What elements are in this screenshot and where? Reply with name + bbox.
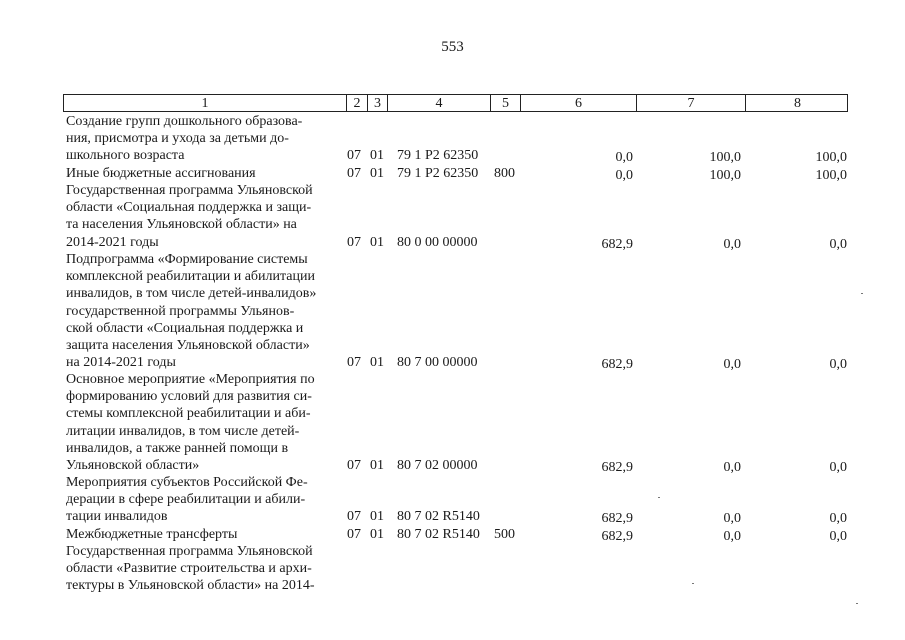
row-cell-rz: 07 [347,458,361,473]
header-col-7: 7 [637,95,746,111]
row-cell-v6: 682,9 [601,529,633,544]
row-cell-v8: 0,0 [829,511,847,527]
row-cell-v7: 100,0 [709,150,741,166]
row-cell-v8: 0,0 [829,460,847,475]
row-description-line: литации инвалидов, в том числе детей- [66,423,300,439]
row-cell-csr: 79 1 P2 62350 [397,166,479,181]
header-col-6: 6 [521,95,637,111]
row-cell-v8: 100,0 [815,168,847,183]
row-cell-vr: 500 [494,527,515,542]
row-cell-pr: 01 [370,527,384,542]
row-cell-pr: 01 [370,234,384,250]
row-description-line: та населения Ульяновской области» на [66,217,297,233]
scan-speck [861,293,863,294]
page-number: 553 [441,39,464,55]
row-description-line: Создание групп дошкольного образова- [66,114,303,129]
row-cell-pr: 01 [370,355,384,371]
row-description-line: формированию условий для развития си- [66,389,312,405]
row-description-line: школьного возраста [66,148,185,164]
row-cell-csr: 80 7 02 R5140 [397,527,480,542]
table-header-row [63,94,848,112]
row-description-line: ской области «Социальная поддержка и [66,320,304,336]
row-cell-rz: 07 [347,148,361,164]
row-description-line: комплексной реабилитации и абилитации [66,269,315,285]
scan-speck [692,583,694,584]
row-description-line: Государственная программа Ульяновской [66,183,313,198]
row-cell-v6: 0,0 [615,150,633,166]
row-cell-v7: 0,0 [723,511,741,527]
row-cell-csr: 80 0 00 00000 [397,234,478,250]
row-description-line: области «Социальная поддержка и защи- [66,200,312,216]
row-description-line: тектуры в Ульяновской области» на 2014- [66,578,315,594]
row-description-line: Мероприятия субъектов Российской Фе- [66,475,308,490]
row-description-line: 2014-2021 годы [66,234,159,250]
row-cell-v7: 0,0 [723,460,741,475]
row-description-line: ния, присмотра и ухода за детьми до- [66,131,289,147]
row-cell-v7: 0,0 [723,357,741,373]
row-cell-pr: 01 [370,166,384,181]
row-cell-csr: 80 7 02 00000 [397,458,478,473]
row-cell-v7: 0,0 [723,236,741,252]
row-cell-v6: 682,9 [601,511,633,527]
header-col-8: 8 [794,96,801,111]
header-col-4: 4 [388,95,491,111]
row-description-line: дерации в сфере реабилитации и абили- [66,492,306,508]
row-cell-pr: 01 [370,509,384,525]
row-description-line: инвалидов, в том числе детей-инвалидов» [66,286,317,302]
scan-speck [658,497,660,498]
row-description-line: Государственная программа Ульяновской [66,544,313,559]
row-description-line: защита населения Ульяновской области» [66,338,310,353]
row-cell-rz: 07 [347,234,361,250]
row-description-line: тации инвалидов [66,509,168,525]
row-description-line: государственной программы Ульянов- [66,303,295,319]
row-cell-rz: 07 [347,355,361,371]
scan-speck [856,603,858,604]
row-description-line: Межбюджетные трансферты [66,527,238,542]
row-cell-v8: 0,0 [829,236,847,252]
row-cell-vr: 800 [494,166,515,181]
row-cell-v8: 0,0 [829,357,847,373]
row-cell-v6: 682,9 [601,236,633,252]
row-cell-v7: 0,0 [723,529,741,544]
row-cell-v6: 682,9 [601,357,633,373]
row-description-line: Иные бюджетные ассигнования [66,166,256,181]
row-cell-pr: 01 [370,148,384,164]
row-description-line: Ульяновской области» [66,458,200,473]
row-cell-v8: 100,0 [815,150,847,166]
row-cell-v7: 100,0 [709,168,741,183]
row-cell-pr: 01 [370,458,384,473]
header-col-2: 2 [347,95,368,111]
header-col-3: 3 [368,95,388,111]
row-cell-v6: 682,9 [601,460,633,475]
row-description-line: Основное мероприятие «Мероприятия по [66,372,315,387]
header-col-5: 5 [491,95,521,111]
row-cell-csr: 80 7 00 00000 [397,355,478,371]
row-cell-v8: 0,0 [829,529,847,544]
row-cell-rz: 07 [347,509,361,525]
row-cell-rz: 07 [347,166,361,181]
row-description-line: стемы комплексной реабилитации и аби- [66,406,311,422]
row-cell-v6: 0,0 [615,168,633,183]
row-description-line: Подпрограмма «Формирование системы [66,252,308,267]
row-cell-rz: 07 [347,527,361,542]
header-col-1: 1 [64,95,347,111]
row-cell-csr: 80 7 02 R5140 [397,509,480,525]
row-description-line: на 2014-2021 годы [66,355,176,371]
row-description-line: области «Развитие строительства и архи- [66,561,312,577]
row-cell-csr: 79 1 P2 62350 [397,148,479,164]
row-description-line: инвалидов, а также ранней помощи в [66,440,289,456]
